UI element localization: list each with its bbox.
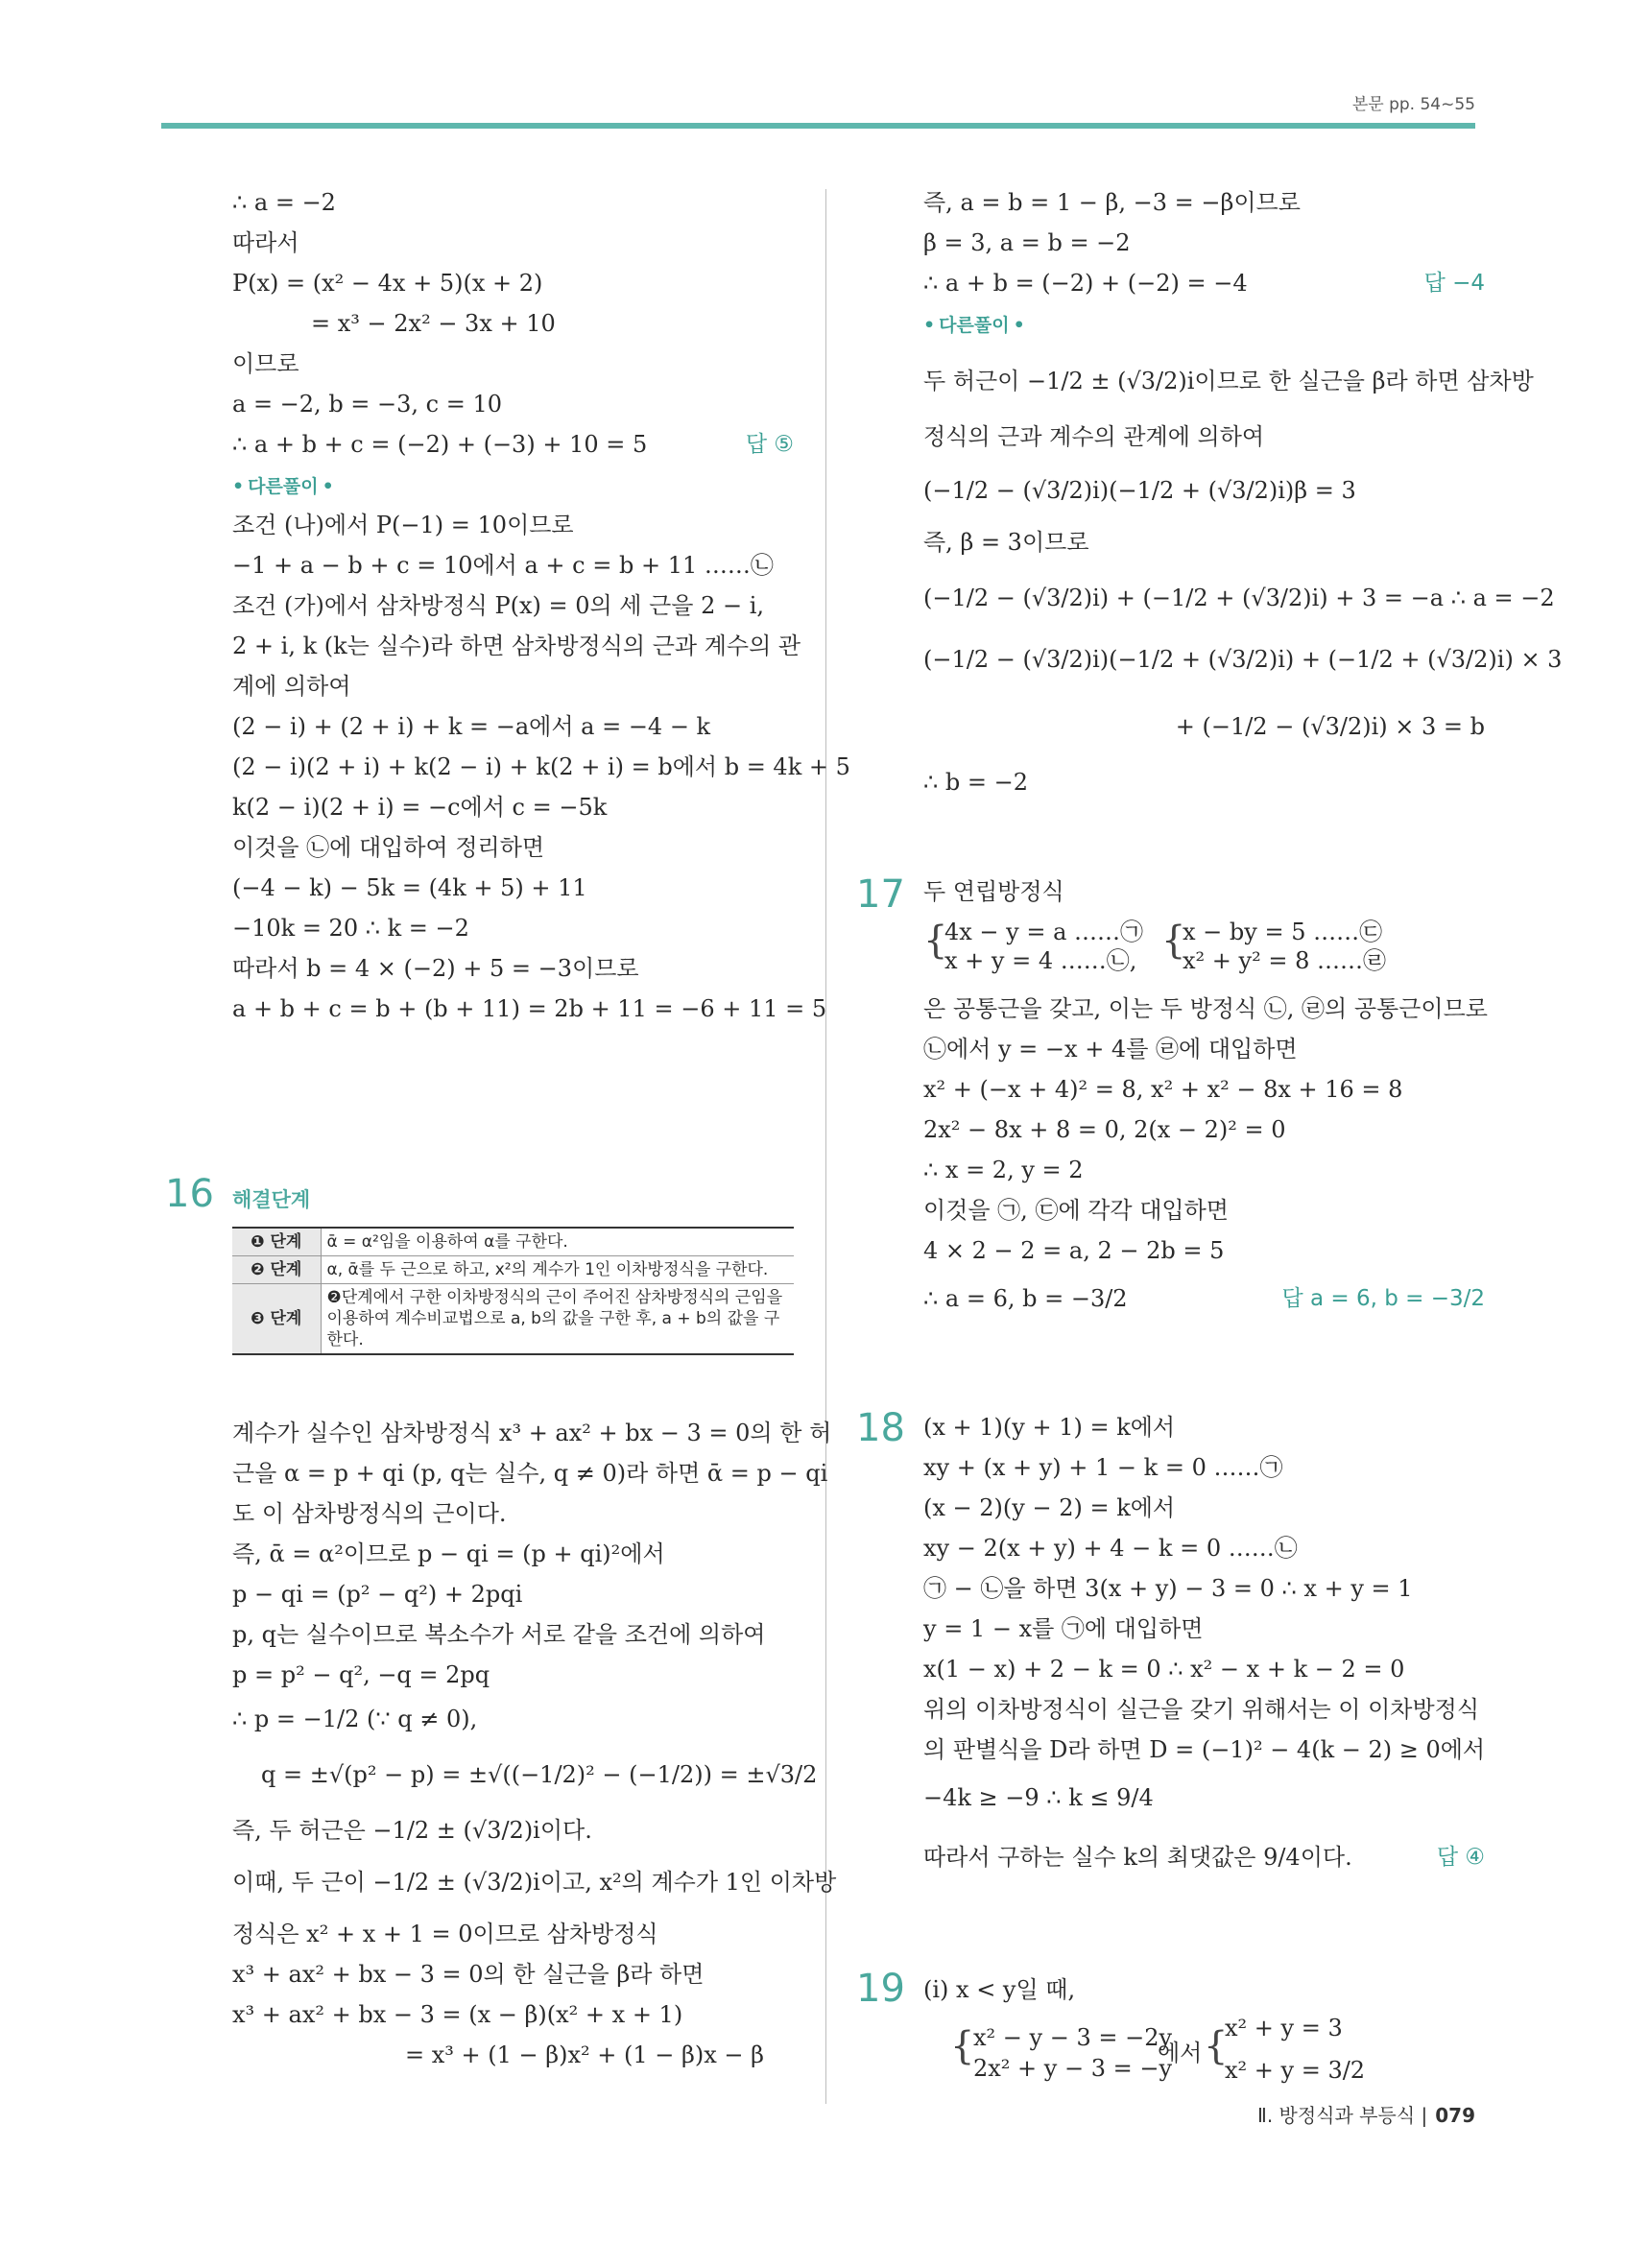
text-line: ∴ a = −2	[232, 189, 336, 216]
step-text: ᾱ = α²임을 이용하여 α를 구한다.	[321, 1228, 794, 1256]
text-line: 즉, ᾱ = α²이므로 p − qi = (p + qi)²에서	[232, 1540, 665, 1567]
q16-body	[232, 1227, 837, 2110]
text-line: 이때, 두 근이 −1/2 ± (√3/2)i이고, x²의 계수가 1인 이차방	[232, 1869, 837, 1896]
text-line: ∴ a + b + c = (−2) + (−3) + 10 = 5	[232, 431, 648, 458]
equation: x² − y − 3 = −2y	[973, 2024, 1173, 2051]
text-line: ∴ a = 6, b = −3/2	[923, 1285, 1128, 1312]
text-line: 따라서 구하는 실수 k의 최댓값은 9/4이다.	[923, 1844, 1352, 1871]
q17-body	[923, 877, 1488, 1338]
answer-label: 답 ⑤	[745, 432, 794, 457]
text-line: 정식의 근과 계수의 관계에 의하여	[923, 423, 1265, 450]
text-line: (2 − i)(2 + i) + k(2 − i) + k(2 + i) = b에서 b = 4k + 5	[232, 753, 850, 780]
column-divider	[825, 189, 826, 2104]
text-line: x³ + ax² + bx − 3 = 0의 한 실근을 β라 하면	[232, 1961, 705, 1988]
text-line: 따라서	[232, 229, 299, 256]
text-line: β = 3, a = b = −2	[923, 229, 1131, 256]
text-line: 따라서 b = 4 × (−2) + 5 = −3이므로	[232, 955, 639, 982]
chapter-title: Ⅱ. 방정식과 부등식 |	[1256, 2104, 1428, 2127]
text-line: xy + (x + y) + 1 − k = 0 ……㉠	[923, 1454, 1283, 1481]
text-line: −1 + a − b + c = 10에서 a + c = b + 11 ……㉡	[232, 552, 774, 579]
text-line: 조건 (가)에서 삼차방정식 P(x) = 0의 세 근을 2 − i,	[232, 592, 765, 619]
text-line: (−1/2 − (√3/2)i)(−1/2 + (√3/2)i)β = 3	[923, 477, 1356, 504]
solution-steps-table	[232, 1227, 794, 1355]
step-label: ❶ 단계	[232, 1228, 321, 1256]
text-line: p − qi = (p² − q²) + 2pqi	[232, 1581, 523, 1608]
text-line: (2 − i) + (2 + i) + k = −a에서 a = −4 − k	[232, 713, 711, 740]
table-row	[232, 1228, 794, 1256]
text-line: 계수가 실수인 삼차방정식 x³ + ax² + bx − 3 = 0의 한 허	[232, 1420, 832, 1446]
text-line: a + b + c = b + (b + 11) = 2b + 11 = −6 + 11 = 5	[232, 995, 827, 1022]
text-line: ㉡에서 y = −x + 4를 ㉣에 대입하면	[923, 1036, 1298, 1062]
equation: 2x² + y − 3 = −y	[973, 2055, 1173, 2082]
text-line: x² + (−x + 4)² = 8, x² + x² − 8x + 16 = 8	[923, 1076, 1403, 1103]
text-line: 즉, 두 허근은 −1/2 ± (√3/2)i이다.	[232, 1817, 592, 1844]
text-line: −4k ≥ −9 ∴ k ≤ 9/4	[923, 1784, 1154, 1811]
text-line: (−1/2 − (√3/2)i)(−1/2 + (√3/2)i) + (−1/2 + (√3/2)i) × 3	[923, 646, 1563, 673]
text-line: 이므로	[232, 350, 299, 377]
text-line: 위의 이차방정식이 실근을 갖기 위해서는 이 이차방정식	[923, 1696, 1480, 1723]
text-line: ∴ a + b = (−2) + (−2) = −4	[923, 270, 1248, 297]
text-line: ㉠ − ㉡을 하면 3(x + y) − 3 = 0 ∴ x + y = 1	[923, 1575, 1413, 1602]
step-label: ❷ 단계	[232, 1256, 321, 1284]
text-line: 즉, β = 3이므로	[923, 529, 1089, 556]
alt-solution-label: • 다른풀이 •	[232, 474, 334, 499]
table-row	[232, 1256, 794, 1284]
equation: x² + y = 3/2	[1225, 2057, 1366, 2084]
text-line: (−4 − k) − 5k = (4k + 5) + 11	[232, 874, 587, 901]
step-text: ❷단계에서 구한 이차방정식의 근이 주어진 삼차방정식의 근임을 이용하여 계수비교법으로 a, b의 값을 구한 후, a + b의 값을 구한다.	[321, 1284, 794, 1355]
text-line: a = −2, b = −3, c = 10	[232, 391, 503, 418]
text-line: P(x) = (x² − 4x + 5)(x + 2)	[232, 270, 543, 297]
text-line: 2 + i, k (k는 실수)라 하면 삼차방정식의 근과 계수의 관	[232, 633, 801, 659]
question-number-16: 16	[165, 1172, 214, 1216]
text-line: −10k = 20 ∴ k = −2	[232, 915, 469, 942]
table-row	[232, 1284, 794, 1355]
question-number-17: 17	[856, 872, 905, 917]
text-line: ∴ b = −2	[923, 769, 1029, 796]
question-number-18: 18	[856, 1406, 905, 1450]
right-column	[923, 188, 1563, 822]
alt-solution-label: • 다른풀이 •	[923, 313, 1025, 338]
text-line: 2x² − 8x + 8 = 0, 2(x − 2)² = 0	[923, 1116, 1286, 1143]
answer-label: 답 −4	[1423, 271, 1485, 296]
text-line: 계에 의하여	[232, 673, 351, 700]
text-line: 도 이 삼차방정식의 근이다.	[232, 1500, 507, 1527]
text-line: 두 허근이 −1/2 ± (√3/2)i이므로 한 실근을 β라 하면 삼차방	[923, 368, 1534, 394]
text-line: p, q는 실수이므로 복소수가 서로 같을 조건에 의하여	[232, 1621, 766, 1648]
step-text: α, ᾱ를 두 근으로 하고, x²의 계수가 1인 이차방정식을 구한다.	[321, 1256, 794, 1284]
q18-body	[923, 1413, 1485, 1893]
text-line: 이것을 ㉠, ㉢에 각각 대입하면	[923, 1197, 1229, 1224]
text-line: xy − 2(x + y) + 4 − k = 0 ……㉡	[923, 1535, 1298, 1562]
step-label: ❸ 단계	[232, 1284, 321, 1355]
text-line: (x − 2)(y − 2) = k에서	[923, 1494, 1176, 1521]
text-line: = x³ + (1 − β)x² + (1 − β)x − β	[405, 2041, 765, 2068]
text-line: (i) x < y일 때,	[923, 1976, 1076, 2003]
text-line: 두 연립방정식	[923, 878, 1064, 905]
system-brace: {	[1161, 919, 1186, 963]
text-line: p = p² − q², −q = 2pq	[232, 1661, 490, 1688]
q19-body	[923, 1975, 1485, 2100]
page-footer	[1257, 2100, 1475, 2128]
text-line: + (−1/2 − (√3/2)i) × 3 = b	[1175, 713, 1485, 740]
answer-label: 답 a = 6, b = −3/2	[1281, 1286, 1485, 1311]
left-column	[232, 188, 850, 1052]
text-line: x³ + ax² + bx − 3 = (x − β)(x² + x + 1)	[232, 2001, 683, 2028]
header-rule	[161, 123, 1475, 129]
text-line: y = 1 − x를 ㉠에 대입하면	[923, 1615, 1204, 1642]
text-line: ∴ p = −1/2 (∵ q ≠ 0),	[232, 1706, 478, 1732]
equation: x − by = 5 ……㉢	[1183, 919, 1383, 945]
text-line: 이것을 ㉡에 대입하여 정리하면	[232, 834, 545, 861]
text-line: q = ±√(p² − p) = ±√((−1/2)² − (−1/2)) = ±√3/2	[261, 1761, 818, 1788]
solution-steps-heading: 해결단계	[232, 1188, 311, 1211]
equation: x² + y² = 8 ……㉣	[1183, 947, 1386, 974]
system-brace: {	[923, 919, 948, 963]
text-line: 은 공통근을 갖고, 이는 두 방정식 ㉡, ㉣의 공통근이므로	[923, 995, 1488, 1022]
question-number-19: 19	[856, 1967, 905, 2011]
text-line: 의 판별식을 D라 하면 D = (−1)² − 4(k − 2) ≥ 0에서	[923, 1736, 1486, 1763]
text-line: 정식은 x² + x + 1 = 0이므로 삼차방정식	[232, 1921, 658, 1947]
text-line: 4 × 2 − 2 = a, 2 − 2b = 5	[923, 1237, 1225, 1264]
equation: 4x − y = a ……㉠	[944, 919, 1144, 945]
answer-label: 답 ④	[1436, 1845, 1485, 1870]
text-line: = x³ − 2x² − 3x + 10	[311, 310, 556, 337]
text-line: 에서	[1158, 2040, 1203, 2066]
text-line: 근을 α = p + qi (p, q는 실수, q ≠ 0)라 하면 ᾱ = p − qi	[232, 1460, 828, 1487]
equation: x + y = 4 ……㉡,	[944, 947, 1137, 974]
text-line: x(1 − x) + 2 − k = 0 ∴ x² − x + k − 2 = 0	[923, 1656, 1405, 1683]
text-line: k(2 − i)(2 + i) = −c에서 c = −5k	[232, 794, 608, 821]
text-line: ∴ x = 2, y = 2	[923, 1157, 1084, 1183]
text-line: 즉, a = b = 1 − β, −3 = −β이므로	[923, 189, 1301, 216]
page-reference: 본문 pp. 54~55	[1351, 95, 1475, 114]
system-brace: {	[950, 2024, 975, 2068]
text-line: (−1/2 − (√3/2)i) + (−1/2 + (√3/2)i) + 3 = −a ∴ a = −2	[923, 585, 1555, 611]
text-line: 조건 (나)에서 P(−1) = 10이므로	[232, 512, 574, 538]
equation: x² + y = 3	[1225, 2015, 1343, 2041]
text-line: (x + 1)(y + 1) = k에서	[923, 1414, 1176, 1441]
page-number: 079	[1435, 2104, 1475, 2127]
system-brace: {	[1204, 2024, 1229, 2068]
